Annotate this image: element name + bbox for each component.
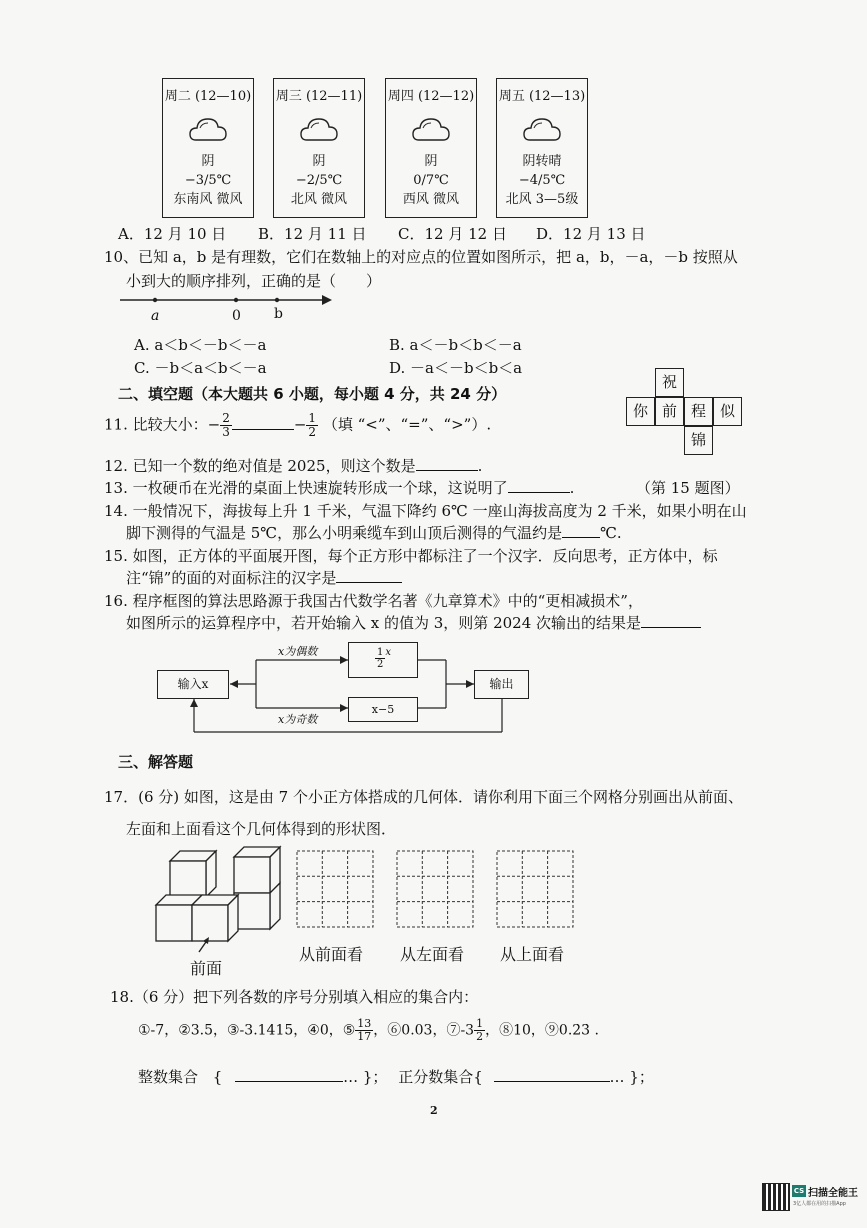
fraction-set-label: 正分数集合{ [398,1068,483,1086]
flow-half-fraction: $\frac{1}{2}$ [376,647,384,670]
flow-even-box: $\frac{1}{2}$ $^x$ [348,642,418,678]
caption-front-view: 从前面看 [299,945,364,964]
q10-option-d: D. －a＜－b＜b＜a [389,359,523,377]
q10-option-b: B. a＜－b＜b＜－a [389,336,522,354]
weather-wind: 北风 3—5级 [505,192,579,207]
page-number: 2 [430,1104,438,1117]
cloud-icon [299,114,339,144]
weather-day: 周四 (12—12) [387,89,475,104]
q14-blank[interactable] [562,522,600,538]
integer-set-label: 整数集合 [138,1068,199,1086]
q14-line2: 脚下测得的气温是 5℃，那么小明乘缆车到山顶后测得的气温约是 ℃. [126,524,622,542]
q17-line1: 17．(6 分) 如图，这是由 7 个小正方体搭成的几何体．请你利用下面三个网格分别画出从前面、 [104,788,743,806]
qr-code [762,1183,790,1211]
weather-card-wed [273,78,365,218]
q18-fraction: $\frac{13}{17}$ [357,1017,372,1043]
fraction-set-blank[interactable] [494,1066,610,1082]
q15-line2: 注“锦”的面的对面标注的汉字是 [126,567,402,588]
net-cell-top: 祝 [655,368,684,397]
q11-fraction-1: $\frac{2}{3}$ [222,411,230,439]
section2-heading: 二、填空题（本大题共 6 小题，每小题 4 分，共 24 分） [118,385,507,403]
axis-label-a: a [151,308,160,324]
q11-fraction-2: $\frac{1}{2}$ [308,411,317,439]
cloud-icon [411,114,451,144]
weather-day: 周二 (12—10) [164,89,252,104]
net-cell-left: 你 [626,397,655,426]
weather-temp: −4/5℃ [518,173,566,188]
q16-line1: 16. 程序框图的算法思路源于我国古代数学名著《九章算术》中的“更相减损术”， [104,592,643,610]
weather-cond: 阴 [424,154,438,169]
figure-15-caption: （第 15 题图） [636,479,740,497]
net-cell-center2: 程 [684,397,713,426]
weather-day: 周三 (12—11) [275,89,363,104]
q11-blank[interactable] [232,414,294,430]
q15-blank[interactable] [336,567,402,583]
caption-left-view: 从左面看 [400,945,465,964]
weather-cond: 阴 [312,154,326,169]
weather-card-tue [162,78,254,218]
net-cell-right: 似 [713,397,742,426]
weather-wind: 东南风 微风 [173,192,243,207]
cloud-icon [522,114,562,144]
weather-day: 周五 (12—13) [498,89,586,104]
q17-front-label: 前面 [190,959,223,978]
q10-option-a: A. a＜b＜－b＜－a [134,336,267,354]
q11-minus: − [293,415,307,434]
caption-top-view: 从上面看 [500,945,565,964]
net-cell-center1: 前 [655,397,684,426]
q13-blank[interactable] [508,477,570,493]
net-cell-bottom: 锦 [684,426,713,455]
section3-heading: 三、解答题 [118,753,194,771]
q18-mixed-fraction: $\frac{1}{2}$ [476,1017,484,1043]
q18-sets: 整数集合 { … }； 正分数集合{ … }； [138,1068,654,1086]
cube-stack-figure [150,845,290,945]
q9-option-a: A．12 月 10 日 [118,225,227,243]
q12: 12. 已知一个数的绝对值是 2025，则这个数是 . [104,457,483,475]
cloud-icon [188,114,228,144]
q11-suffix: （填 “<”、“=”、“>”）. [322,415,492,434]
axis-label-b: b [274,306,283,322]
weather-temp: −3/5℃ [184,173,232,188]
q9-option-d: D．12 月 13 日 [536,225,646,243]
q14-line1: 14. 一般情况下，海拔每上升 1 千米，气温下降约 6℃ 一座山海拔高度为 2 千米，如果小明在山 [104,502,747,520]
arrow-icon [196,936,212,954]
axis-label-zero: 0 [232,308,241,324]
weather-wind: 西风 微风 [402,192,460,207]
q9-option-c: C．12 月 12 日 [398,225,507,243]
grid-left-view[interactable] [396,850,474,928]
q16-blank[interactable] [641,612,701,628]
scanner-brand: 扫描全能王 [808,1188,858,1199]
flow-odd-label: x为奇数 [278,713,318,726]
weather-wind: 北风 微风 [290,192,348,207]
q18-line1: 18.（6 分）把下列各数的序号分别填入相应的集合内： [110,988,479,1006]
flow-input-box: 输入x [157,670,229,699]
scanner-subtitle: 3亿人都在用的扫描App [793,1201,846,1207]
q11 [104,412,491,439]
flow-odd-box: x−5 [348,697,418,722]
weather-card-thu [385,78,477,218]
q16-line2: 如图所示的运算程序中，若开始输入 x 的值为 3，则第 2024 次输出的结果是 [126,612,701,633]
q10-option-c: C. －b＜a＜b＜－a [134,359,267,377]
grid-front-view[interactable] [296,850,374,928]
scanner-logo-icon: CS [793,1187,805,1195]
q11-prefix: 11. 比较大小：− [104,415,221,434]
weather-temp: 0/7℃ [413,173,449,188]
q9-option-b: B．12 月 11 日 [258,225,367,243]
flow-even-label: x为偶数 [278,645,318,658]
weather-card-fri [496,78,588,218]
weather-cond: 阴转晴 [522,154,562,169]
grid-top-view[interactable] [496,850,574,928]
q12-blank[interactable] [416,455,478,471]
weather-temp: −2/5℃ [295,173,343,188]
flow-output-box: 输出 [474,670,529,699]
integer-set-blank[interactable] [235,1066,343,1082]
q15-line1: 15. 如图，正方体的平面展开图，每个正方形中都标注了一个汉字．反向思考，正方体中，标 [104,547,718,565]
q13: 13. 一枚硬币在光滑的桌面上快速旋转形成一个球，这说明了 . [104,479,575,497]
q10-line1: 10、已知 a，b 是有理数，它们在数轴上的对应点的位置如图所示，把 a，b，－a，－b 按照从 [104,248,738,266]
q18-numbers: ①-7，②3.5，③-3.1415，④0，⑤ $\frac{13}{17}$ ，⑥0.03，⑦-3 $\frac{1}{2}$ ，⑧10，⑨0.2̇3̇ . [138,1017,599,1043]
q17-line2: 左面和上面看这个几何体得到的形状图． [126,820,397,838]
weather-cond: 阴 [201,154,215,169]
q10-line2: 小到大的顺序排列，正确的是（ ） [126,272,382,290]
